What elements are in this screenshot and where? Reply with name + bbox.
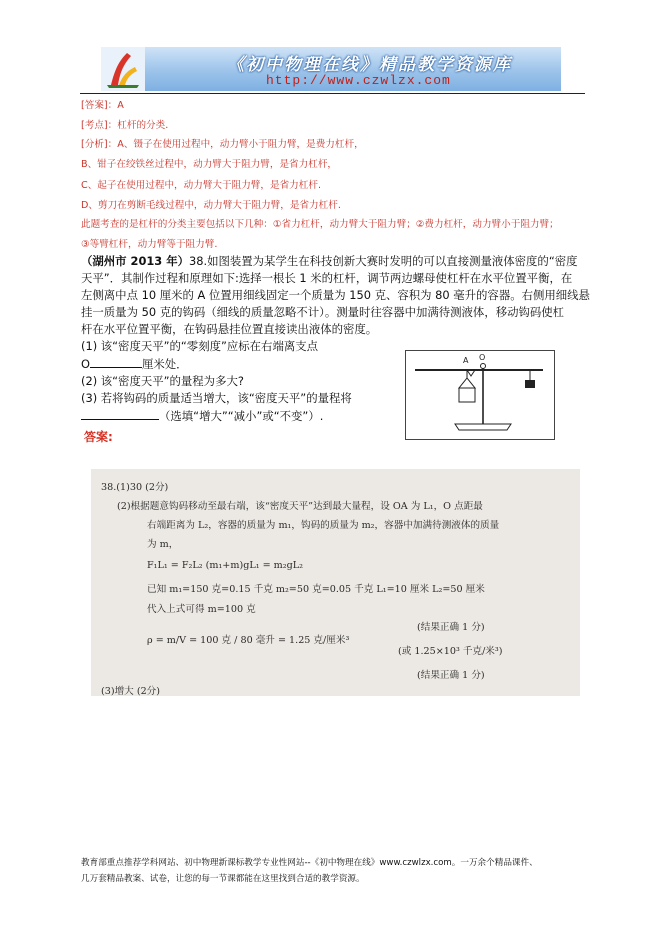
footer-line-1: 教育部重点推荐学科网站、初中物理新课标教学专业性网站--《初中物理在线》www.czwlzx.com。一万余个精品课件、	[81, 858, 538, 868]
scan-line: (结果正确 1 分)	[417, 622, 485, 633]
analysis-topic: [考点]：杠杆的分类.	[81, 120, 169, 131]
site-url[interactable]: http://www.czwlzx.com	[266, 73, 451, 88]
analysis-line-b: B、钳子在绞铁丝过程中，动力臂大于阻力臂，是省力杠杆，	[81, 159, 338, 170]
scan-line: (结果正确 1 分)	[417, 670, 485, 681]
scan-line: (或 1.25×10³ 千克/米³)	[398, 646, 503, 657]
scan-line: (3)增大 (2分)	[101, 686, 161, 697]
label-o: O	[479, 353, 486, 362]
scanned-answer-image	[91, 469, 580, 696]
question-part-3-blank	[81, 407, 323, 425]
answer-blank-1[interactable]	[90, 355, 142, 368]
question-line-2: 天平”．其制作过程和原理如下:选择一根长 1 米的杠杆，调节两边螺母使杠杆在水平位置平衡，在	[81, 271, 573, 285]
choice-hint: （选填“增大”“减小”或“不变”）.	[159, 409, 324, 423]
logo-icon	[101, 47, 145, 91]
analysis-line-d: D、剪刀在剪断毛线过程中，动力臂大于阻力臂，是省力杠杆.	[81, 200, 341, 211]
density-balance-figure	[405, 350, 555, 440]
hook-weight	[525, 380, 535, 388]
footer-line-2: 几万套精品教案、试卷，让您的每一节课都能在这里找到合适的教学资源。	[81, 874, 365, 884]
question-text-1: 38.如图装置为某学生在科技创新大赛时发明的可以直接测量液体密度的“密度	[188, 254, 578, 268]
header-divider	[80, 93, 585, 94]
site-title: 《初中物理在线》精品教学资源库	[227, 55, 512, 75]
question-line-4: 挂一质量为 50 克的钩码（细线的质量忽略不计）。测量时往容器中加满待测液体，移动钩码使杠	[81, 305, 565, 319]
scan-line: 38.(1)30 (2分)	[101, 482, 169, 493]
scan-line: 右端距离为 L₂，容器的质量为 m₁，钩码的质量为 m₂，容器中加满待测液体的质量	[147, 520, 500, 531]
scan-line: F₁L₁ = F₂L₂ (m₁+m)gL₁ = m₂gL₂	[147, 560, 303, 571]
label-a: A	[463, 356, 469, 365]
question-line-3: 左侧离中点 10 厘米的 A 位置用细线固定一个质量为 150 克、容积为 80 毫升的容器。右侧用细线悬	[81, 288, 590, 302]
question-part-1-blank	[81, 355, 188, 373]
question-line-1	[81, 253, 578, 270]
question-source: （湖州市 2013 年）	[81, 254, 189, 268]
analysis-summary-cont: ③等臂杠杆，动力臂等于阻力臂.	[81, 239, 218, 250]
question-part-2: (2) 该“密度天平”的量程为多大?	[81, 374, 244, 388]
question-part-3: (3) 若将钩码的质量适当增大，该“密度天平”的量程将	[81, 391, 352, 405]
scan-line: (2)根据题意钩码移动至最右端，该“密度天平”达到最大量程，设 OA 为 L₁，O 点距最	[117, 501, 483, 512]
container	[459, 388, 475, 402]
answer-line: [答案]：A	[81, 100, 124, 111]
analysis-summary: 此题考查的是杠杆的分类主要包括以下几种：①省力杠杆，动力臂大于阻力臂；②费力杠杆，动力臂小于阻力臂；	[81, 219, 559, 230]
scan-line: 已知 m₁=150 克=0.15 千克 m₂=50 克=0.05 千克 L₁=10 厘米 L₂=50 厘米	[147, 584, 485, 595]
question-part-1: (1) 该“密度天平”的“零刻度”应标在右端离支点	[81, 339, 319, 353]
figure-frame	[406, 351, 555, 440]
answer-blank-3[interactable]	[81, 407, 159, 420]
scan-line: ρ = m/V = 100 克 / 80 毫升 = 1.25 克/厘米³	[147, 635, 350, 646]
pivot-label: O	[81, 357, 90, 371]
header-banner	[101, 47, 561, 91]
scan-line: 代入上式可得 m=100 克	[147, 604, 256, 615]
analysis-line-c: C、起子在使用过程中，动力臂大于阻力臂，是省力杠杆.	[81, 180, 321, 191]
question-line-5: 杆在水平位置平衡，在钩码悬挂位置直接读出液体的密度。	[81, 322, 378, 336]
answers-heading: 答案:	[84, 430, 113, 444]
scan-line: 为 m，	[147, 539, 179, 550]
analysis-line-a: [分析]：A、镊子在使用过程中，动力臂小于阻力臂，是费力杠杆，	[81, 139, 364, 150]
site-logo	[101, 47, 145, 91]
unit-text: 厘米处．	[141, 357, 188, 371]
